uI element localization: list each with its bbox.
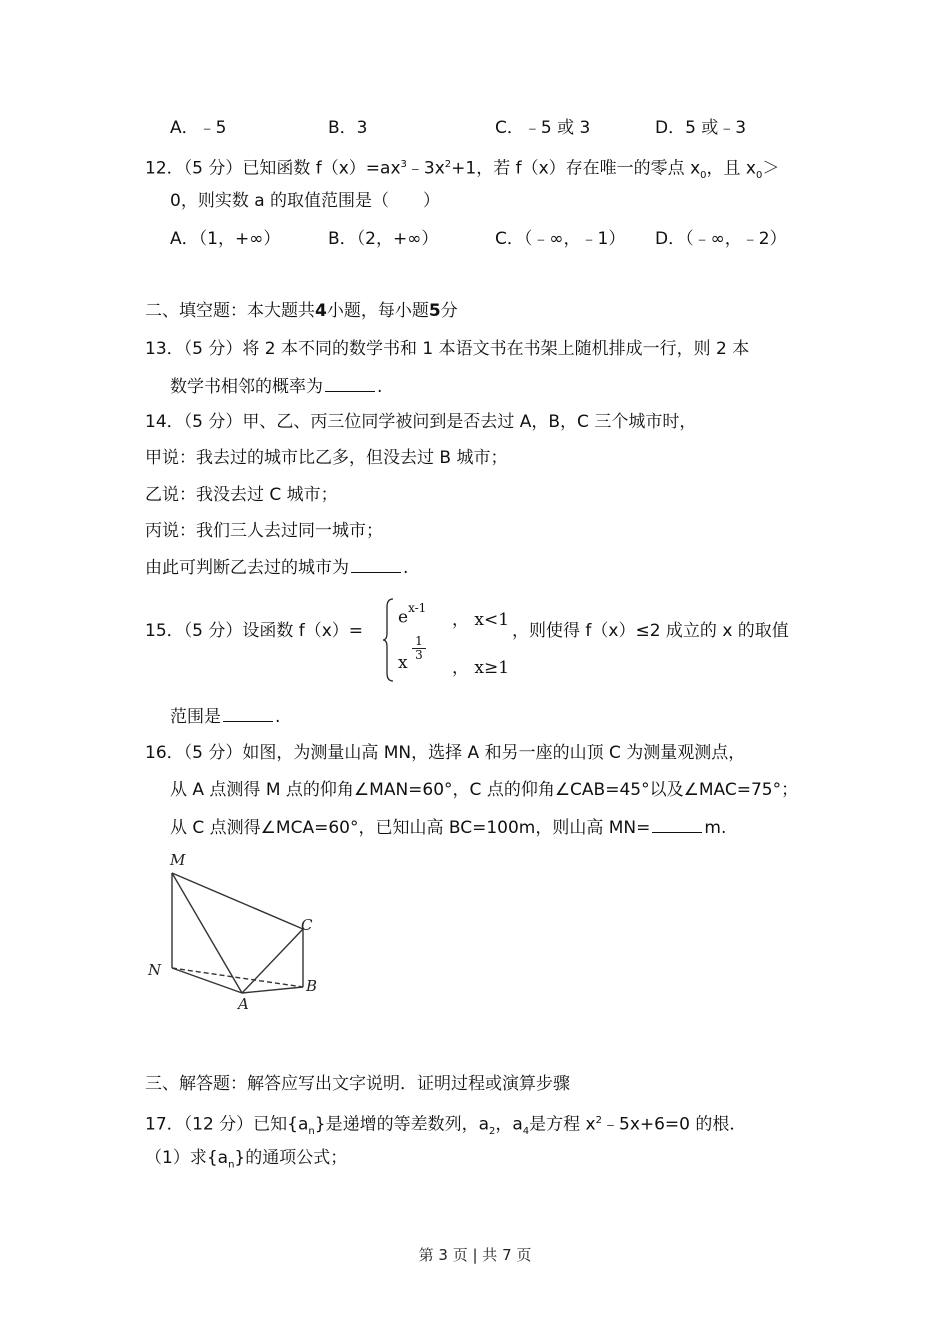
- q11-option-a: A．﹣5: [170, 118, 227, 138]
- q13-text: .: [377, 377, 383, 397]
- q14-stem-line1: 14．（5 分）甲、乙、丙三位同学被问到是否去过 A，B，C 三个城市时，: [145, 412, 697, 432]
- q12-stem-line2: 0，则实数 a 的取值范围是（ ）: [170, 191, 441, 211]
- label-b: B: [306, 977, 318, 995]
- q17-text: ﹣5x+6=0 的根．: [602, 1114, 747, 1135]
- q12-text: ＞: [762, 158, 780, 179]
- q16-figure: [140, 845, 340, 1015]
- q13-text: 数学书相邻的概率为: [170, 377, 323, 397]
- q14-statement-bing: 丙说：我们三人去过同一城市；: [145, 521, 383, 541]
- q16-text: 从 C 点测得∠MCA=60°，已知山高 BC=100m，则山高 MN=: [170, 818, 651, 838]
- label-m: M: [170, 851, 186, 869]
- q12-text: ，且 x: [706, 158, 756, 179]
- left-brace-icon: [382, 597, 396, 683]
- section-2-text: 二、填空题：本大题共: [145, 301, 315, 321]
- q11-option-c: C．﹣5 或 3: [495, 118, 591, 138]
- section-2-text: 分: [440, 301, 458, 321]
- q15-text: .: [275, 707, 281, 727]
- q14-text: 由此可判断乙去过的城市为: [145, 558, 349, 578]
- q12-sub: 0: [756, 170, 763, 182]
- q14-statement-yi: 乙说：我没去过 C 城市；: [145, 485, 338, 505]
- q12-exp: 2: [444, 159, 452, 170]
- q17-stem: [145, 1110, 746, 1143]
- q16-stem-line1: 16．（5 分）如图，为测量山高 MN，选择 A 和另一座的山顶 C 为测量观测点，: [145, 743, 746, 763]
- q12-stem-line1: [145, 154, 779, 187]
- q17-text: （1）求{a: [145, 1148, 229, 1168]
- q17-text: 17．（12 分）已知{a: [145, 1114, 309, 1135]
- q12-option-d: D．（﹣∞，﹣2）: [655, 229, 787, 249]
- q15-case1-base: e: [398, 607, 409, 628]
- q11-option-b: B．3: [328, 118, 368, 138]
- label-n: N: [148, 961, 162, 979]
- q12-text: 12．（5 分）已知函数 f（x）=ax: [145, 158, 401, 179]
- q17-text: 是方程 x: [529, 1114, 596, 1135]
- q13-answer-blank[interactable]: [325, 375, 375, 392]
- q13-stem-line2: [170, 375, 382, 398]
- q15-case2-cond: ， x≥1: [452, 658, 510, 678]
- mountain-diagram: [140, 845, 340, 1015]
- page-footer: 第 3 页 | 共 7 页: [418, 1246, 532, 1264]
- q16-answer-blank[interactable]: [652, 816, 702, 833]
- q12-text: +1，若 f（x）存在唯一的零点 x: [451, 158, 701, 179]
- q16-stem-line2: 从 A 点测得 M 点的仰角∠MAN=60°，C 点的仰角∠CAB=45°以及∠MAC=75°；: [170, 780, 799, 800]
- q15-case1-cond: ， x<1: [452, 610, 510, 630]
- q17-sub: n: [228, 1159, 235, 1171]
- q14-text: .: [403, 558, 409, 578]
- q14-conclusion: [145, 556, 408, 579]
- section-3-heading: 三、解答题：解答应写出文字说明．证明过程或演算步骤: [145, 1074, 570, 1094]
- q17-text: ，a: [495, 1114, 523, 1135]
- q17-text: }的通项公式；: [234, 1148, 348, 1168]
- q15-suffix: ，则使得 f（x）≤2 成立的 x 的取值: [512, 621, 789, 641]
- q17-text: }是递增的等差数列，a: [314, 1114, 489, 1135]
- q16-text: m.: [704, 818, 727, 838]
- q17-sub: 4: [522, 1126, 530, 1138]
- label-a: A: [238, 995, 249, 1013]
- section-2-heading: [145, 300, 458, 322]
- q12-sub: 0: [700, 170, 707, 182]
- q15-answer-blank[interactable]: [223, 705, 273, 722]
- section-2-count: 4: [315, 301, 327, 321]
- q15-case2-exp-den: 3: [412, 648, 426, 662]
- q17-exp: 2: [595, 1115, 602, 1126]
- section-2-score: 5: [428, 301, 441, 321]
- q15-case2-exp-num: 1: [415, 634, 423, 648]
- q15-line2: [170, 705, 280, 728]
- q12-text: ﹣3x: [406, 158, 445, 179]
- q11-option-d: D．5 或﹣3: [655, 118, 747, 138]
- q17-sub: 2: [488, 1126, 496, 1138]
- q12-option-b: B．（2，+∞）: [328, 229, 439, 249]
- q14-statement-jia: 甲说：我去过的城市比乙多，但没去过 B 城市；: [145, 448, 508, 468]
- q15-case1-exp: x-1: [408, 601, 427, 615]
- q13-stem-line1: 13．（5 分）将 2 本不同的数学书和 1 本语文书在书架上随机排成一行，则 2 本: [145, 339, 750, 359]
- q15-case2-base: x: [398, 653, 408, 673]
- q15-text: 范围是: [170, 707, 221, 727]
- q14-answer-blank[interactable]: [351, 556, 401, 573]
- q17-sub: n: [308, 1126, 315, 1138]
- label-c: C: [301, 916, 313, 934]
- q12-option-a: A．（1，+∞）: [170, 229, 281, 249]
- q17-part1: [145, 1147, 347, 1176]
- q12-exp: 3: [400, 159, 407, 170]
- q12-option-c: C．（﹣∞，﹣1）: [495, 229, 626, 249]
- q15-prefix: 15．（5 分）设函数 f（x）=: [145, 621, 364, 641]
- q15-case1-expr: [398, 601, 427, 628]
- section-2-text: 小题，每小题: [326, 301, 429, 321]
- q16-stem-line3: [170, 816, 726, 839]
- q15-piecewise-function: [382, 597, 522, 683]
- q15-case2-exp: [412, 635, 426, 662]
